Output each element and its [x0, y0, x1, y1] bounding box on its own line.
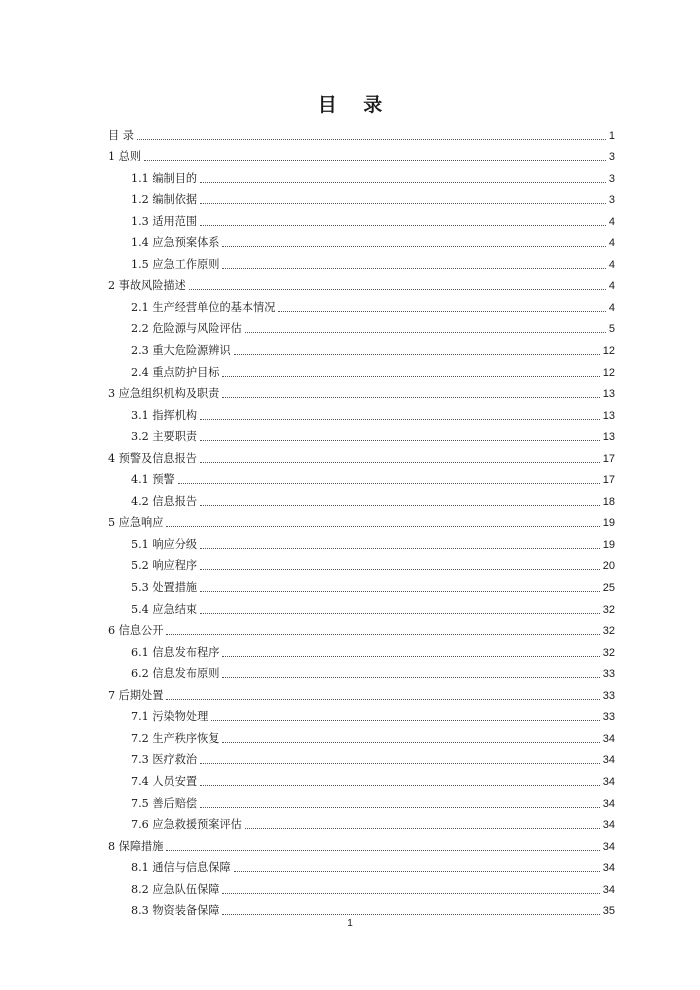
toc-leader-dots — [200, 547, 600, 549]
toc-entry[interactable] — [108, 446, 615, 468]
toc-entry-page: 13 — [602, 431, 615, 444]
toc-leader-dots — [166, 525, 599, 527]
toc-entry[interactable] — [108, 640, 615, 662]
toc-entry-page: 13 — [602, 388, 615, 401]
toc-entry[interactable] — [108, 856, 615, 878]
toc-entry-label: 6 信息公开 — [108, 624, 164, 638]
toc-entry[interactable] — [108, 899, 615, 921]
toc-entry-label: 目 录 — [108, 128, 134, 142]
toc-entry[interactable] — [108, 317, 615, 339]
toc-entry[interactable] — [108, 489, 615, 511]
toc-entry-page: 34 — [602, 840, 615, 853]
toc-entry-page: 34 — [602, 862, 615, 875]
toc-entry-page: 34 — [602, 732, 615, 745]
toc-leader-dots — [200, 784, 600, 786]
toc-entry-label: 6.2 信息发布原则 — [131, 667, 220, 681]
toc-entry-label: 7.4 人员安置 — [131, 774, 198, 788]
toc-leader-dots — [200, 418, 600, 420]
toc-entry[interactable] — [108, 425, 615, 447]
toc-leader-dots — [200, 568, 600, 570]
toc-entry-label: 7.3 医疗救治 — [131, 753, 198, 767]
toc-leader-dots — [222, 655, 599, 657]
toc-entry-page: 3 — [608, 172, 615, 185]
page-number: 1 — [347, 918, 353, 929]
toc-entry[interactable] — [108, 338, 615, 360]
toc-leader-dots — [222, 741, 599, 743]
toc-entry[interactable] — [108, 705, 615, 727]
toc-leader-dots — [178, 482, 600, 484]
toc-entry-page: 3 — [608, 151, 615, 164]
toc-leader-dots — [222, 913, 599, 915]
toc-entry-label: 8.3 物资装备保障 — [131, 904, 220, 918]
toc-leader-dots — [222, 396, 599, 398]
toc-entry-page: 33 — [602, 711, 615, 724]
toc-entry[interactable] — [108, 252, 615, 274]
toc-entry[interactable] — [108, 188, 615, 210]
toc-entry-label: 2.4 重点防护目标 — [131, 365, 220, 379]
toc-leader-dots — [222, 375, 599, 377]
toc-entry-label: 6.1 信息发布程序 — [131, 645, 220, 659]
toc-entry-label: 7.6 应急救援预案评估 — [131, 818, 242, 832]
toc-entry-label: 2 事故风险描述 — [108, 279, 186, 293]
toc-entry-label: 5.1 响应分级 — [131, 537, 198, 551]
toc-entry-page: 17 — [602, 452, 615, 465]
toc-entry-page: 34 — [602, 754, 615, 767]
toc-leader-dots — [144, 159, 606, 161]
toc-entry-page: 35 — [602, 905, 615, 918]
toc-entry[interactable] — [108, 554, 615, 576]
toc-entry-label: 2.1 生产经营单位的基本情况 — [131, 300, 276, 314]
toc-leader-dots — [222, 245, 605, 247]
toc-entry-page: 3 — [608, 194, 615, 207]
toc-entry-page: 33 — [602, 668, 615, 681]
toc-leader-dots — [222, 267, 605, 269]
toc-entry-label: 8 保障措施 — [108, 839, 164, 853]
toc-leader-dots — [200, 224, 606, 226]
toc-entry-label: 8.1 通信与信息保障 — [131, 861, 231, 875]
toc-entry[interactable] — [108, 575, 615, 597]
toc-entry[interactable] — [108, 166, 615, 188]
toc-entry[interactable] — [108, 683, 615, 705]
toc-entry-page: 19 — [602, 538, 615, 551]
toc-entry[interactable] — [108, 813, 615, 835]
toc-entry-label: 4.1 预警 — [131, 473, 175, 487]
toc-leader-dots — [200, 504, 600, 506]
toc-entry-label: 7.1 污染物处理 — [131, 710, 209, 724]
toc-entry-label: 5 应急响应 — [108, 516, 164, 530]
toc-entry-label: 7.2 生产秩序恢复 — [131, 731, 220, 745]
toc-leader-dots — [234, 870, 600, 872]
toc-entry[interactable] — [108, 382, 615, 404]
toc-entry-label: 7 后期处置 — [108, 688, 164, 702]
toc-entry[interactable] — [108, 791, 615, 813]
toc-entry-label: 3.2 主要职责 — [131, 430, 198, 444]
toc-entry[interactable] — [108, 360, 615, 382]
toc-entry-label: 2.3 重大危险源辨识 — [131, 344, 231, 358]
toc-entry-page: 32 — [602, 625, 615, 638]
toc-entry-label: 8.2 应急队伍保障 — [131, 882, 220, 896]
toc-entry-page: 5 — [608, 323, 615, 336]
toc-entry-page: 12 — [602, 345, 615, 358]
toc-entry-label: 1.4 应急预案体系 — [131, 236, 220, 250]
toc-leader-dots — [211, 719, 599, 721]
toc-entry-page: 4 — [608, 215, 615, 228]
toc-entry-label: 7.5 善后赔偿 — [131, 796, 198, 810]
toc-entry-page: 17 — [602, 474, 615, 487]
toc-entry-label: 2.2 危险源与风险评估 — [131, 322, 242, 336]
toc-entry[interactable] — [108, 295, 615, 317]
toc-leader-dots — [200, 590, 600, 592]
toc-entry[interactable] — [108, 597, 615, 619]
toc-entry-label: 5.3 处置措施 — [131, 581, 198, 595]
toc-entry[interactable] — [108, 769, 615, 791]
toc-entry-page: 32 — [602, 603, 615, 616]
toc-leader-dots — [200, 612, 600, 614]
toc-entry-label: 3 应急组织机构及职责 — [108, 387, 220, 401]
toc-entry-page: 20 — [602, 560, 615, 573]
toc-entry-label: 1 总则 — [108, 150, 142, 164]
toc-entry-label: 1.5 应急工作原则 — [131, 257, 220, 271]
toc-leader-dots — [278, 310, 605, 312]
toc-entry-page: 4 — [608, 301, 615, 314]
toc-entry-label: 4 预警及信息报告 — [108, 451, 197, 465]
toc-entry[interactable] — [108, 274, 615, 296]
toc-entry[interactable] — [108, 145, 615, 167]
page-title: 目 录 — [317, 94, 393, 116]
toc-entry[interactable] — [108, 834, 615, 856]
toc-entry-page: 1 — [608, 129, 615, 142]
toc-entry-label: 1.1 编制目的 — [131, 171, 198, 185]
toc-leader-dots — [222, 676, 599, 678]
toc-entry-label: 4.2 信息报告 — [131, 494, 198, 508]
toc-entry-page: 4 — [608, 280, 615, 293]
toc-entry-label: 1.2 编制依据 — [131, 193, 198, 207]
toc-leader-dots — [137, 138, 606, 140]
toc-entry-label: 3.1 指挥机构 — [131, 408, 198, 422]
toc-leader-dots — [166, 849, 599, 851]
toc-entry-label: 5.4 应急结束 — [131, 602, 198, 616]
toc-entry[interactable] — [108, 619, 615, 641]
toc-leader-dots — [200, 202, 606, 204]
toc-leader-dots — [200, 806, 600, 808]
toc-leader-dots — [166, 698, 599, 700]
toc-entry-page: 19 — [602, 517, 615, 530]
toc-leader-dots — [234, 353, 600, 355]
toc-entry[interactable] — [108, 662, 615, 684]
toc-entry-page: 4 — [608, 237, 615, 250]
toc-leader-dots — [222, 892, 599, 894]
toc-entry-page: 34 — [602, 819, 615, 832]
toc-leader-dots — [200, 461, 600, 463]
toc-leader-dots — [189, 288, 606, 290]
toc-leader-dots — [200, 181, 606, 183]
table-of-contents — [108, 123, 615, 920]
toc-entry[interactable] — [108, 726, 615, 748]
toc-leader-dots — [245, 827, 600, 829]
toc-entry-page: 12 — [602, 366, 615, 379]
toc-entry-page: 32 — [602, 646, 615, 659]
toc-leader-dots — [166, 633, 599, 635]
toc-entry[interactable] — [108, 532, 615, 554]
toc-entry-page: 25 — [602, 582, 615, 595]
toc-entry[interactable] — [108, 403, 615, 425]
toc-entry-label: 5.2 响应程序 — [131, 559, 198, 573]
toc-entry-page: 34 — [602, 797, 615, 810]
toc-leader-dots — [200, 762, 600, 764]
toc-entry[interactable] — [108, 231, 615, 253]
toc-entry-page: 4 — [608, 258, 615, 271]
toc-leader-dots — [245, 331, 606, 333]
toc-entry[interactable] — [108, 748, 615, 770]
toc-entry[interactable] — [108, 877, 615, 899]
toc-entry-page: 18 — [602, 495, 615, 508]
toc-entry-page: 13 — [602, 409, 615, 422]
toc-entry-page: 34 — [602, 775, 615, 788]
toc-entry[interactable] — [108, 511, 615, 533]
toc-entry-page: 33 — [602, 689, 615, 702]
toc-entry[interactable] — [108, 209, 615, 231]
toc-entry-label: 1.3 适用范围 — [131, 214, 198, 228]
toc-entry[interactable] — [108, 123, 615, 145]
toc-entry-page: 34 — [602, 883, 615, 896]
toc-leader-dots — [200, 439, 600, 441]
toc-entry[interactable] — [108, 468, 615, 490]
